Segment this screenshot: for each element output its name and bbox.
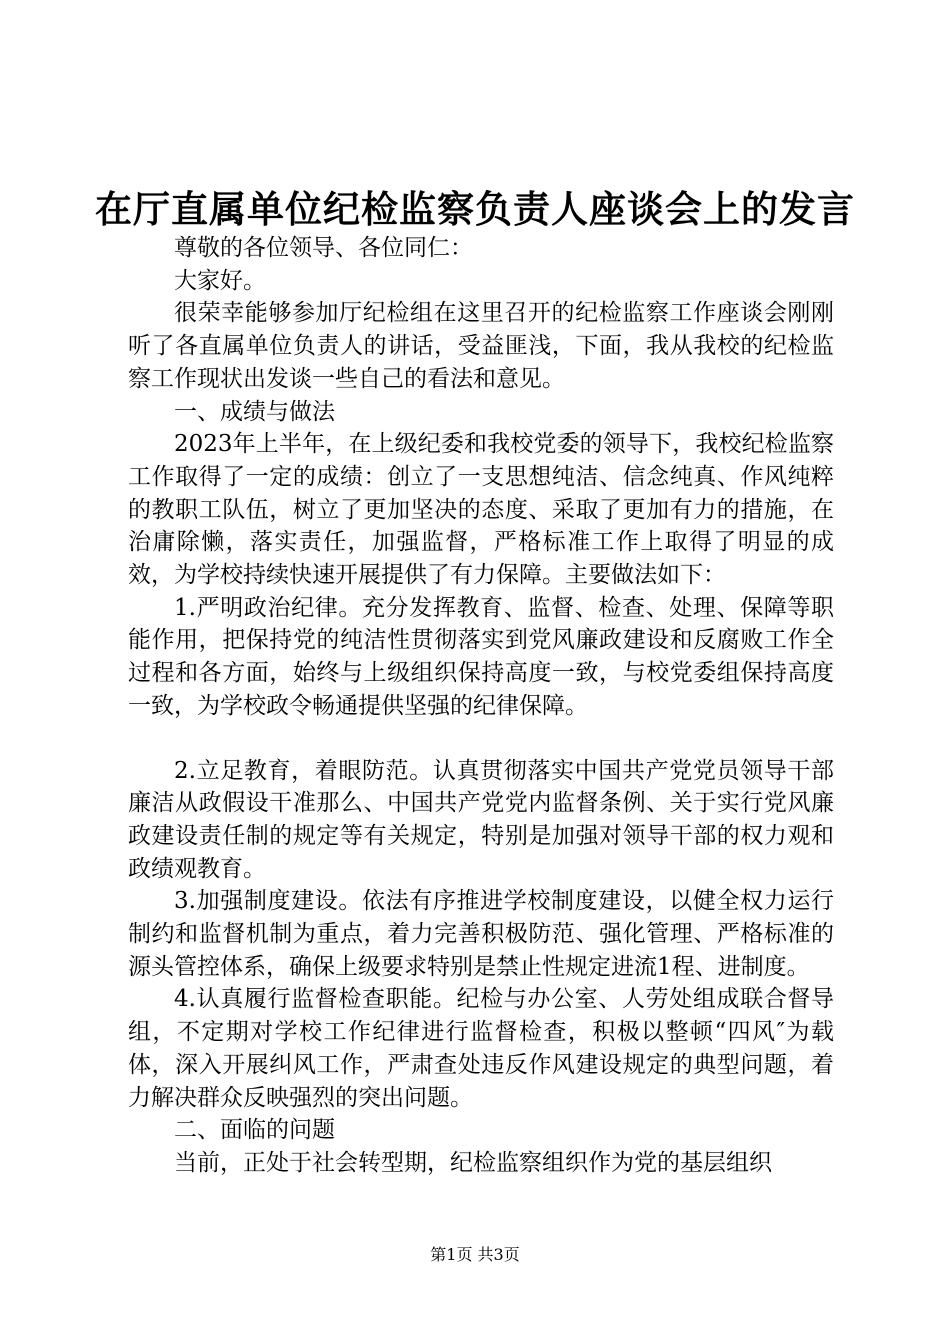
page-footer: 第1页 共3页 (430, 1245, 520, 1264)
paragraph-achievements: 2023年上半年，在上级纪委和我校党委的领导下，我校纪检监察工作取得了一定的成绩：创立了一支思想纯洁、信念纯真、作风纯粹的教职工队伍，树立了更加坚决的态度、采取了更加有力的措施，在治庸除懒，落实责任，加强监督，严格标准工作上取得了明显的成效，为学校持续快速开展提供了有力保障。主要做法如下： (128, 431, 834, 589)
paragraph-item-4: 4.认真履行监督检查职能。纪检与办公室、人劳处组成联合督导组，不定期对学校工作纪律进行监督检查，积极以整顿“四风″为载体，深入开展纠风工作，严肃查处违反作风建设规定的典型问题，着力解决群众反映强烈的突出问题。 (128, 986, 834, 1111)
section-heading-achievements: 一、成绩与做法 (174, 398, 335, 425)
paragraph-item-2: 2.立足教育，着眼防范。认真贯彻落实中国共产党党员领导干部廉洁从政假设干准那么、中国共产党党内监督条例、关于实行党风廉政建设责任制的规定等有关规定，特别是加强对领导干部的权力观和政绩观教育。 (128, 757, 834, 882)
paragraph-greeting: 大家好。 (174, 267, 266, 294)
paragraph-item-3: 3.加强制度建设。依法有序推进学校制度建设，以健全权力运行制约和监督机制为重点，着力完善积极防范、强化管理、严格标准的源头管控体系，确保上级要求特别是禁止性规定进流1程、进制度。 (128, 888, 834, 980)
paragraph-intro: 很荣幸能够参加厅纪检组在这里召开的纪检监察工作座谈会刚刚听了各直属单位负责人的讲话，受益匪浅，下面，我从我校的纪检监察工作现状出发谈一些自己的看法和意见。 (128, 300, 834, 392)
section-heading-problems: 二、面临的问题 (174, 1117, 335, 1144)
paragraph-item-1: 1.严明政治纪律。充分发挥教育、监督、检查、处理、保障等职能作用，把保持党的纯洁性贯彻落实到党风廉政建设和反腐败工作全过程和各方面，始终与上级组织保持高度一致，与校党委组保持高度一致，为学校政令畅通提供坚强的纪律保障。 (128, 594, 834, 719)
paragraph-problems: 当前，正处于社会转型期，纪检监察组织作为党的基层组织 (174, 1149, 772, 1176)
document-body (128, 232, 834, 1180)
document-title: 在厅直属单位纪检监察负责人座谈会上的发言 (95, 187, 855, 231)
paragraph-salutation: 尊敬的各位领导、各位同仁： (174, 235, 473, 261)
